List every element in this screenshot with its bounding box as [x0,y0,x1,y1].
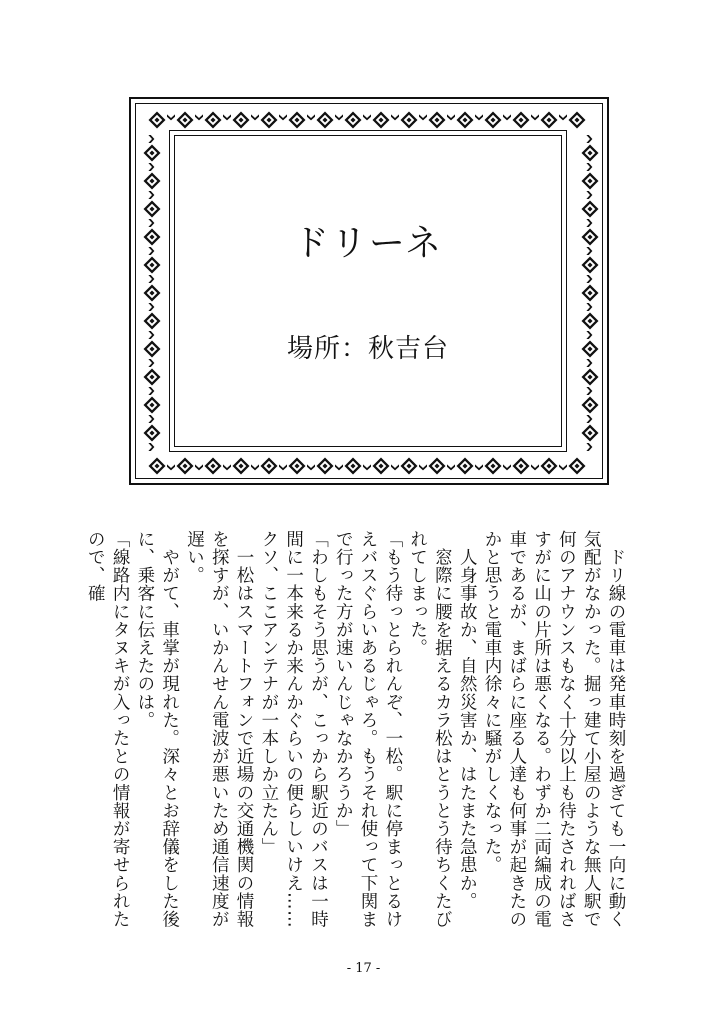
diamond-ornament [582,285,599,302]
diamond-ornament [373,458,390,475]
diamond-ornament [289,112,306,129]
chevron-ornament [586,415,592,423]
chevron-ornament [586,387,592,395]
chevron-ornament [447,464,455,470]
diamond-ornament [144,397,161,414]
diamond-ornament [513,458,530,475]
diamond-ornament [582,145,599,162]
page-number: - 17 - [346,961,381,976]
chevron-ornament [586,359,592,367]
diamond-ornament [317,112,334,129]
diamond-ornament [582,257,599,274]
chevron-ornament [223,464,231,470]
diamond-ornament [569,458,586,475]
diamond-ornament [144,173,161,190]
diamond-ornament [144,425,161,442]
chevron-ornament [307,464,315,470]
chevron-ornament [447,114,455,120]
chevron-ornament [148,359,154,367]
chevron-ornament [363,114,371,120]
diamond-ornament [457,112,474,129]
chevron-ornament [195,114,203,120]
chevron-ornament [148,387,154,395]
diamond-ornament [144,313,161,330]
vertical-body-text [85,530,628,930]
diamond-ornament [485,458,502,475]
chevron-ornament [307,114,315,120]
diamond-ornament [149,112,166,129]
diamond-ornament [144,369,161,386]
chevron-ornament [586,163,592,171]
diamond-ornament [177,458,194,475]
diamond-ornament [513,112,530,129]
diamond-ornament [569,112,586,129]
diamond-ornament [457,458,474,475]
chevron-ornament [148,415,154,423]
chevron-ornament [586,247,592,255]
chevron-ornament [148,135,154,143]
chevron-ornament [148,191,154,199]
chevron-ornament [531,464,539,470]
story-title: ドリーネ [292,223,444,264]
diamond-ornament [205,112,222,129]
diamond-ornament [582,201,599,218]
chevron-ornament [475,464,483,470]
diamond-ornament [149,458,166,475]
location-label: 場所：秋吉台 [286,334,449,364]
chevron-ornament [475,114,483,120]
diamond-ornament [401,112,418,129]
diamond-ornament [177,112,194,129]
chevron-ornament [363,464,371,470]
chevron-ornament [586,135,592,143]
chevron-ornament [195,464,203,470]
chevron-ornament [148,163,154,171]
chevron-ornament [531,114,539,120]
diamond-ornament [233,112,250,129]
diamond-ornament [261,458,278,475]
diamond-ornament [582,341,599,358]
paragraph: 人身事故か、自然災害か、はたまた急患か。 [457,530,478,911]
chevron-ornament [586,303,592,311]
diamond-ornament [317,458,334,475]
diamond-ornament [582,425,599,442]
chevron-ornament [279,114,287,120]
paragraph: 「線路内にタヌキが入ったとの情報が寄せられたので、確 [85,530,131,929]
paragraph: 窓際に腰を据えるカラ松はとうとう待ちくたびれてしまった。 [407,530,453,929]
diamond-ornament [429,458,446,475]
chevron-ornament [391,114,399,120]
chevron-ornament [419,114,427,120]
chevron-ornament [167,114,175,120]
chevron-ornament [148,303,154,311]
chevron-ornament [223,114,231,120]
chevron-ornament [419,464,427,470]
title-panel [169,130,567,452]
paragraph: ドリ線の電車は発車時刻を過ぎても一向に動く気配がなかった。掘っ建て小屋のような無人駅で何のアナウンスもなく十分以上も待たされればさすがに山の片所は悪くなる。わずか二両編成の電車であるが、まばらに座る人達も何事が起きたのかと思うと電車内徐々に騒がしくなった。 [482,530,626,929]
chevron-ornament [391,464,399,470]
chevron-ornament [148,443,154,451]
diamond-ornament [233,458,250,475]
chevron-ornament [559,464,567,470]
diamond-ornament [401,458,418,475]
diamond-ornament [144,201,161,218]
diamond-ornament [582,369,599,386]
chevron-ornament [148,331,154,339]
chevron-ornament [586,275,592,283]
diamond-ornament [144,145,161,162]
diamond-ornament [485,112,502,129]
diamond-ornament [345,458,362,475]
diamond-ornament [345,112,362,129]
chevron-ornament [148,275,154,283]
chevron-ornament [167,464,175,470]
paragraph: 一松はスマートフォンで近場の交通機関の情報を探すが、いかんせん電波が悪いため通信速度が遅い。 [184,530,255,929]
chevron-ornament [335,464,343,470]
diamond-ornament [582,313,599,330]
diamond-ornament [582,397,599,414]
chevron-ornament [503,464,511,470]
chevron-ornament [586,191,592,199]
paragraph: 「もう待っとられんぞ、一松。駅に停まっとるけえバスぐらいあるじゃろ。もうそれ使って下関まで行った方が速いんじゃなかろうか」 [333,530,403,929]
paragraph: 「わしもそう思うが、こっから駅近のバスは一時間に一本来るか来んかぐらいの便らしいけえ……クソ、ここアンテナが一本しか立たん」 [258,530,329,929]
diamond-ornament [205,458,222,475]
diamond-ornament [541,112,558,129]
diamond-ornament [144,285,161,302]
diamond-ornament [144,341,161,358]
chevron-ornament [586,443,592,451]
diamond-ornament [582,229,599,246]
diamond-ornament [261,112,278,129]
chevron-ornament [335,114,343,120]
paragraph: やがて、車掌が現れた。深々とお辞儀をした後に、乗客に伝えたのは。 [134,530,180,929]
chevron-ornament [586,219,592,227]
chevron-ornament [251,464,259,470]
chevron-ornament [251,114,259,120]
chevron-ornament [503,114,511,120]
diamond-ornament [144,229,161,246]
diamond-ornament [582,173,599,190]
chevron-ornament [559,114,567,120]
chevron-ornament [148,219,154,227]
diamond-ornament [429,112,446,129]
chevron-ornament [148,247,154,255]
chevron-ornament [279,464,287,470]
diamond-ornament [541,458,558,475]
diamond-ornament [373,112,390,129]
diamond-ornament [289,458,306,475]
diamond-ornament [144,257,161,274]
chevron-ornament [586,331,592,339]
